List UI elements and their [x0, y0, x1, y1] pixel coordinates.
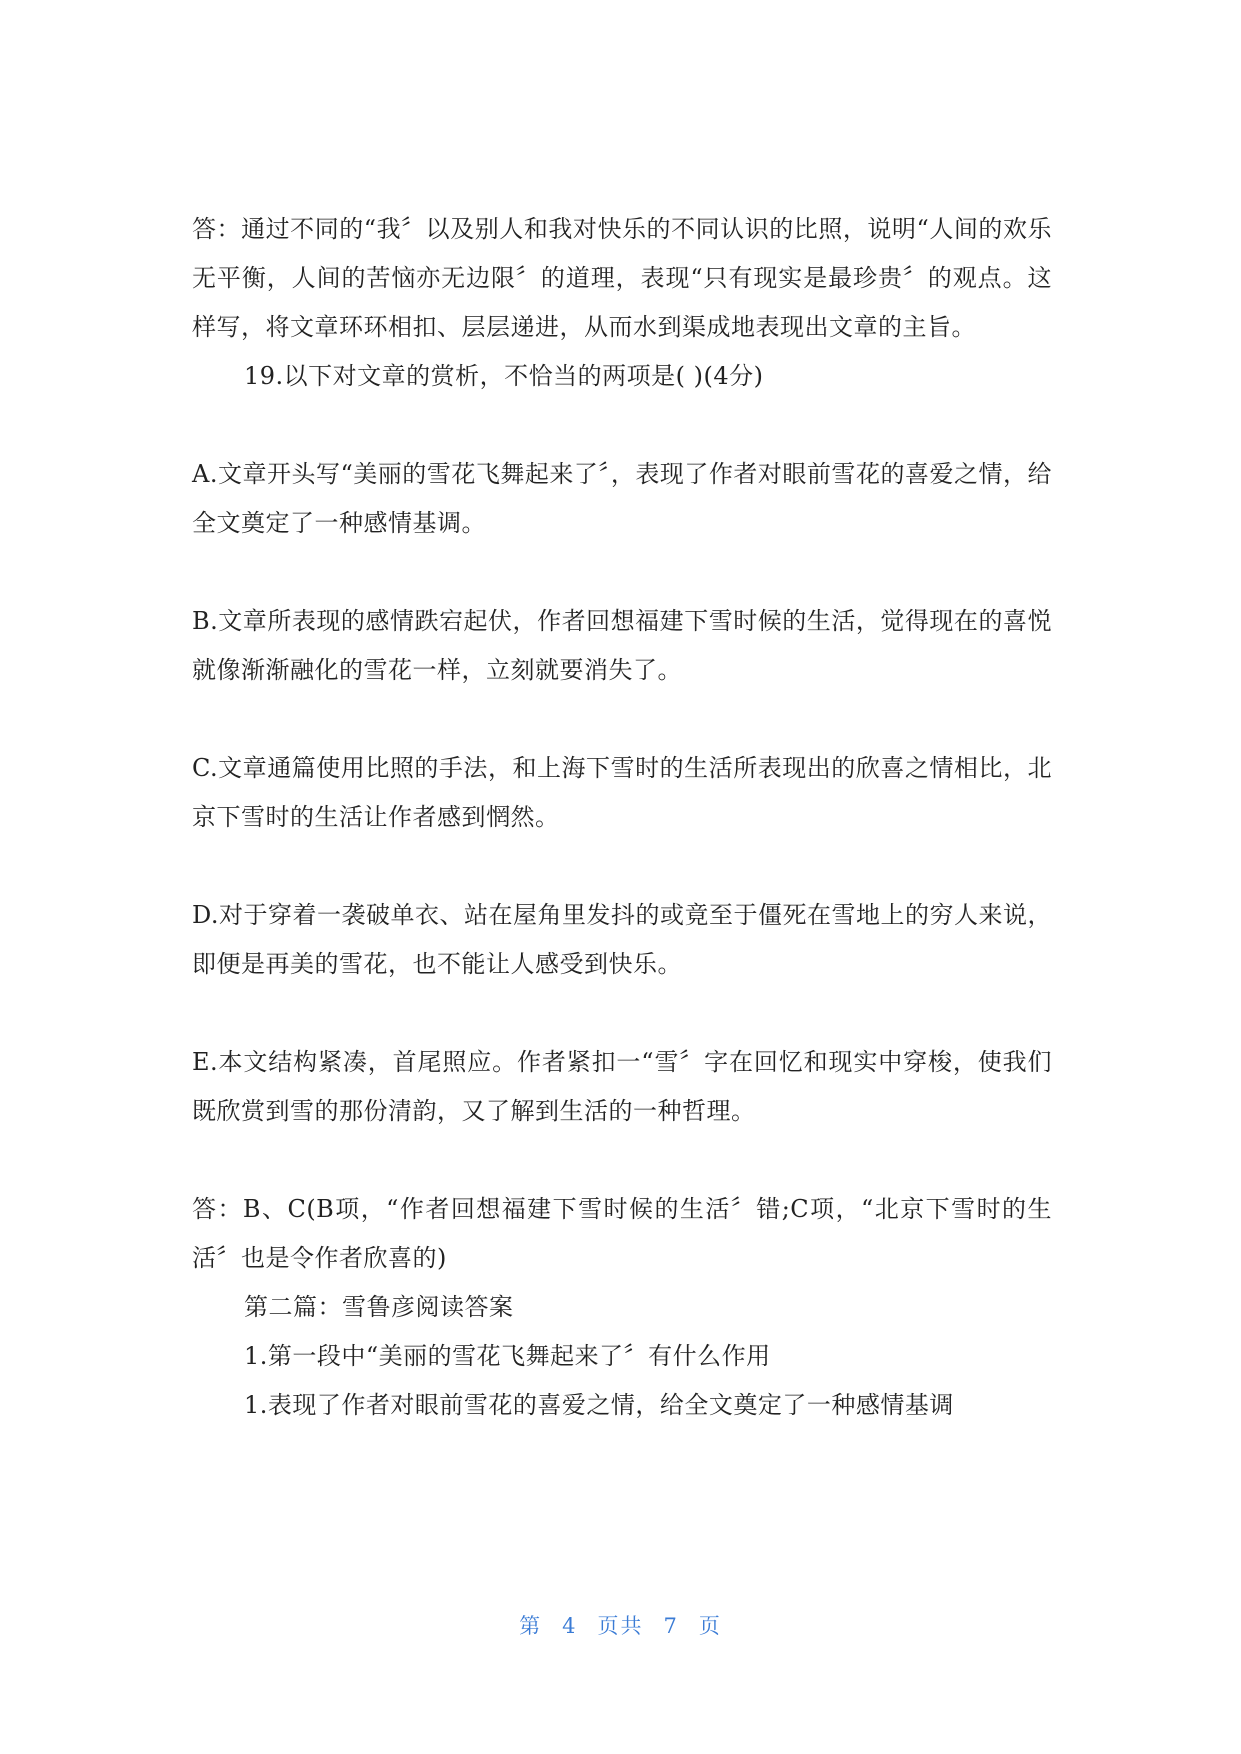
option-a: A.文章开头写“美丽的雪花飞舞起来了〞，表现了作者对眼前雪花的喜爱之情，给全文奠定了一种感情基调。 [192, 460, 1052, 537]
document-page [192, 205, 1052, 1430]
answer-19: 答：B、C(B项，“作者回想福建下雪时候的生活〞错;C项，“北京下雪时的生活〞也是令作者欣喜的) [192, 1195, 1052, 1272]
option-e: E.本文结构紧凑，首尾照应。作者紧扣一“雪〞字在回忆和现实中穿梭，使我们既欣赏到雪的那份清韵，又了解到生活的一种哲理。 [192, 1048, 1052, 1125]
total-pages-number: 7 [663, 1614, 679, 1638]
page-footer [0, 1610, 1241, 1640]
current-page-number: 4 [562, 1614, 578, 1638]
section-title: 第二篇：雪鲁彦阅读答案 [244, 1293, 514, 1321]
footer-middle: 页共 [597, 1614, 644, 1638]
option-c: C.文章通篇使用比照的手法，和上海下雪时的生活所表现出的欣喜之情相比，北京下雪时的生活让作者感到惘然。 [192, 754, 1052, 831]
option-b: B.文章所表现的感情跌宕起伏，作者回想福建下雪时候的生活，觉得现在的喜悦就像渐渐融化的雪花一样，立刻就要消失了。 [192, 607, 1052, 684]
answer-paragraph: 答：通过不同的“我〞以及别人和我对快乐的不同认识的比照，说明“人间的欢乐无平衡，人间的苦恼亦无边限〞的道理，表现“只有现实是最珍贵〞的观点。这样写，将文章环环相扣、层层递进，从而水到渠成地表现出文章的主旨。 [192, 215, 1052, 341]
question-19: 19.以下对文章的赏析，不恰当的两项是( )(4分) [244, 362, 764, 390]
option-d: D.对于穿着一袭破单衣、站在屋角里发抖的或竟至于僵死在雪地上的穷人来说，即便是再美的雪花，也不能让人感受到快乐。 [192, 901, 1053, 978]
question-1: 1.第一段中“美丽的雪花飞舞起来了〞有什么作用 [244, 1342, 771, 1370]
answer-1: 1.表现了作者对眼前雪花的喜爱之情，给全文奠定了一种感情基调 [244, 1391, 954, 1419]
footer-prefix: 第 [519, 1614, 543, 1638]
footer-suffix: 页 [698, 1614, 722, 1638]
